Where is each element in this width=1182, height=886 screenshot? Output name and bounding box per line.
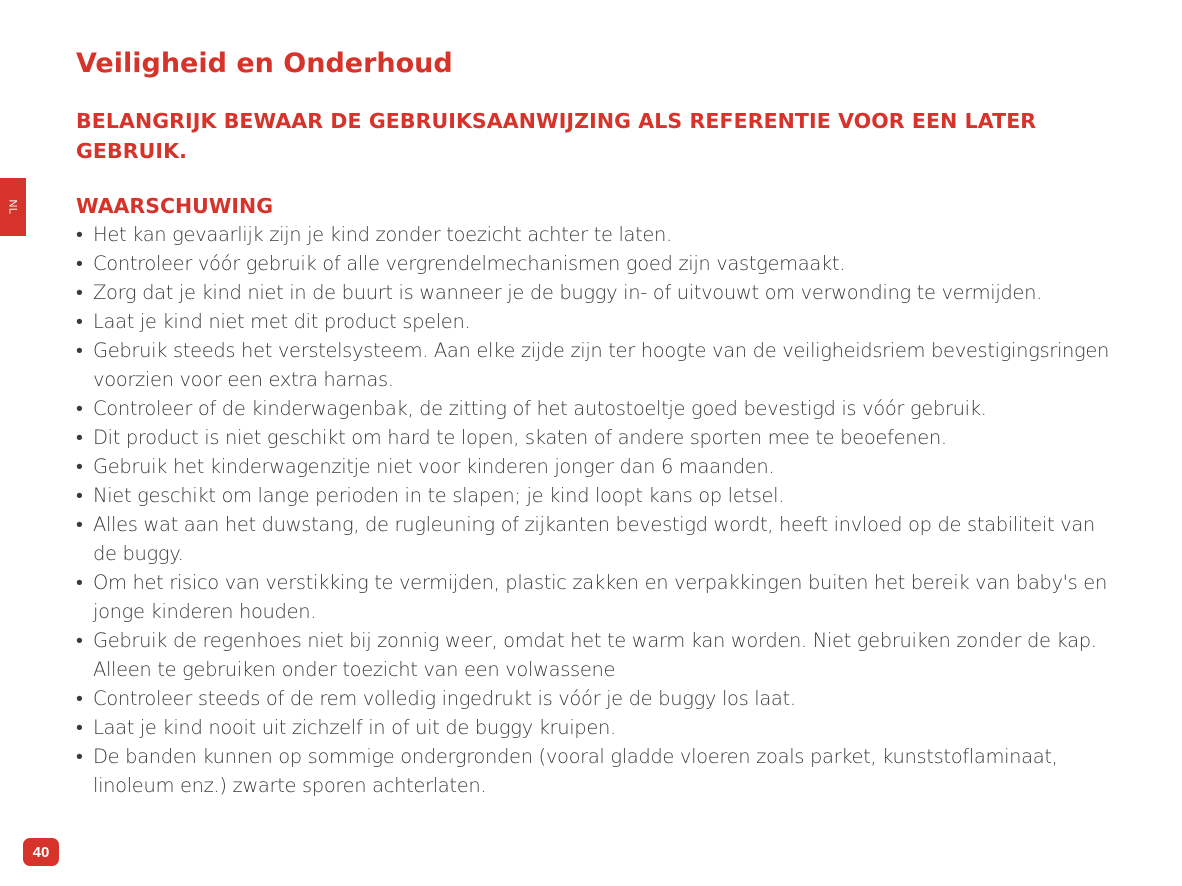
warning-item-15: • De banden kunnen op sommige ondergronden (vooral gladde vloeren zoals parket, kunststoflaminaat, linoleum enz.) zwarte sporen achterlaten. xyxy=(76,742,1116,800)
warning-item-5: • Gebruik steeds het verstelsysteem. Aan elke zijde zijn ter hoogte van de veiligheidsriem bevestigingsringen voorzien voor een extra harnas. xyxy=(76,336,1116,394)
page-number-badge xyxy=(23,838,59,866)
warning-item-11: • Om het risico van verstikking te vermijden, plastic zakken en verpakkingen buiten het bereik van baby's en jonge kinderen houden. xyxy=(76,568,1116,626)
language-tab xyxy=(0,178,26,236)
page-number: 40 xyxy=(32,843,50,861)
warning-item-12: • Gebruik de regenhoes niet bij zonnig weer, omdat het te warm kan worden. Niet gebruiken zonder de kap. Alleen te gebruiken onder toezicht van een volwassene xyxy=(76,626,1116,684)
warning-item-4: • Laat je kind niet met dit product spelen. xyxy=(76,307,1116,336)
warning-item-7: • Dit product is niet geschikt om hard te lopen, skaten of andere sporten mee te beoefenen. xyxy=(76,423,1116,452)
language-label: NL xyxy=(7,199,19,215)
important-notice: BELANGRIJK BEWAAR DE GEBRUIKSAANWIJZING ALS REFERENTIE VOOR EEN LATER GEBRUIK. xyxy=(76,109,1037,163)
warning-item-3: • Zorg dat je kind niet in de buurt is wanneer je de buggy in- of uitvouwt om verwonding te vermijden. xyxy=(76,278,1116,307)
page-title: Veiligheid en Onderhoud xyxy=(76,48,453,79)
page-content xyxy=(76,44,1116,800)
warning-item-2: • Controleer vóór gebruik of alle vergrendelmechanismen goed zijn vastgemaakt. xyxy=(76,249,1116,278)
warning-item-14: • Laat je kind nooit uit zichzelf in of uit de buggy kruipen. xyxy=(76,713,1116,742)
warning-item-13: • Controleer steeds of de rem volledig ingedrukt is vóór je de buggy los laat. xyxy=(76,684,1116,713)
warning-item-6: • Controleer of de kinderwagenbak, de zitting of het autostoeltje goed bevestigd is vóór gebruik. xyxy=(76,394,1116,423)
warning-item-9: • Niet geschikt om lange perioden in te slapen; je kind loopt kans op letsel. xyxy=(76,481,1116,510)
warning-list xyxy=(76,220,1116,800)
warning-item-10: • Alles wat aan het duwstang, de rugleuning of zijkanten bevestigd wordt, heeft invloed op de stabiliteit van de buggy. xyxy=(76,510,1116,568)
warning-heading: WAARSCHUWING xyxy=(76,194,274,218)
warning-item-1: • Het kan gevaarlijk zijn je kind zonder toezicht achter te laten. xyxy=(76,220,1116,249)
warning-item-8: • Gebruik het kinderwagenzitje niet voor kinderen jonger dan 6 maanden. xyxy=(76,452,1116,481)
